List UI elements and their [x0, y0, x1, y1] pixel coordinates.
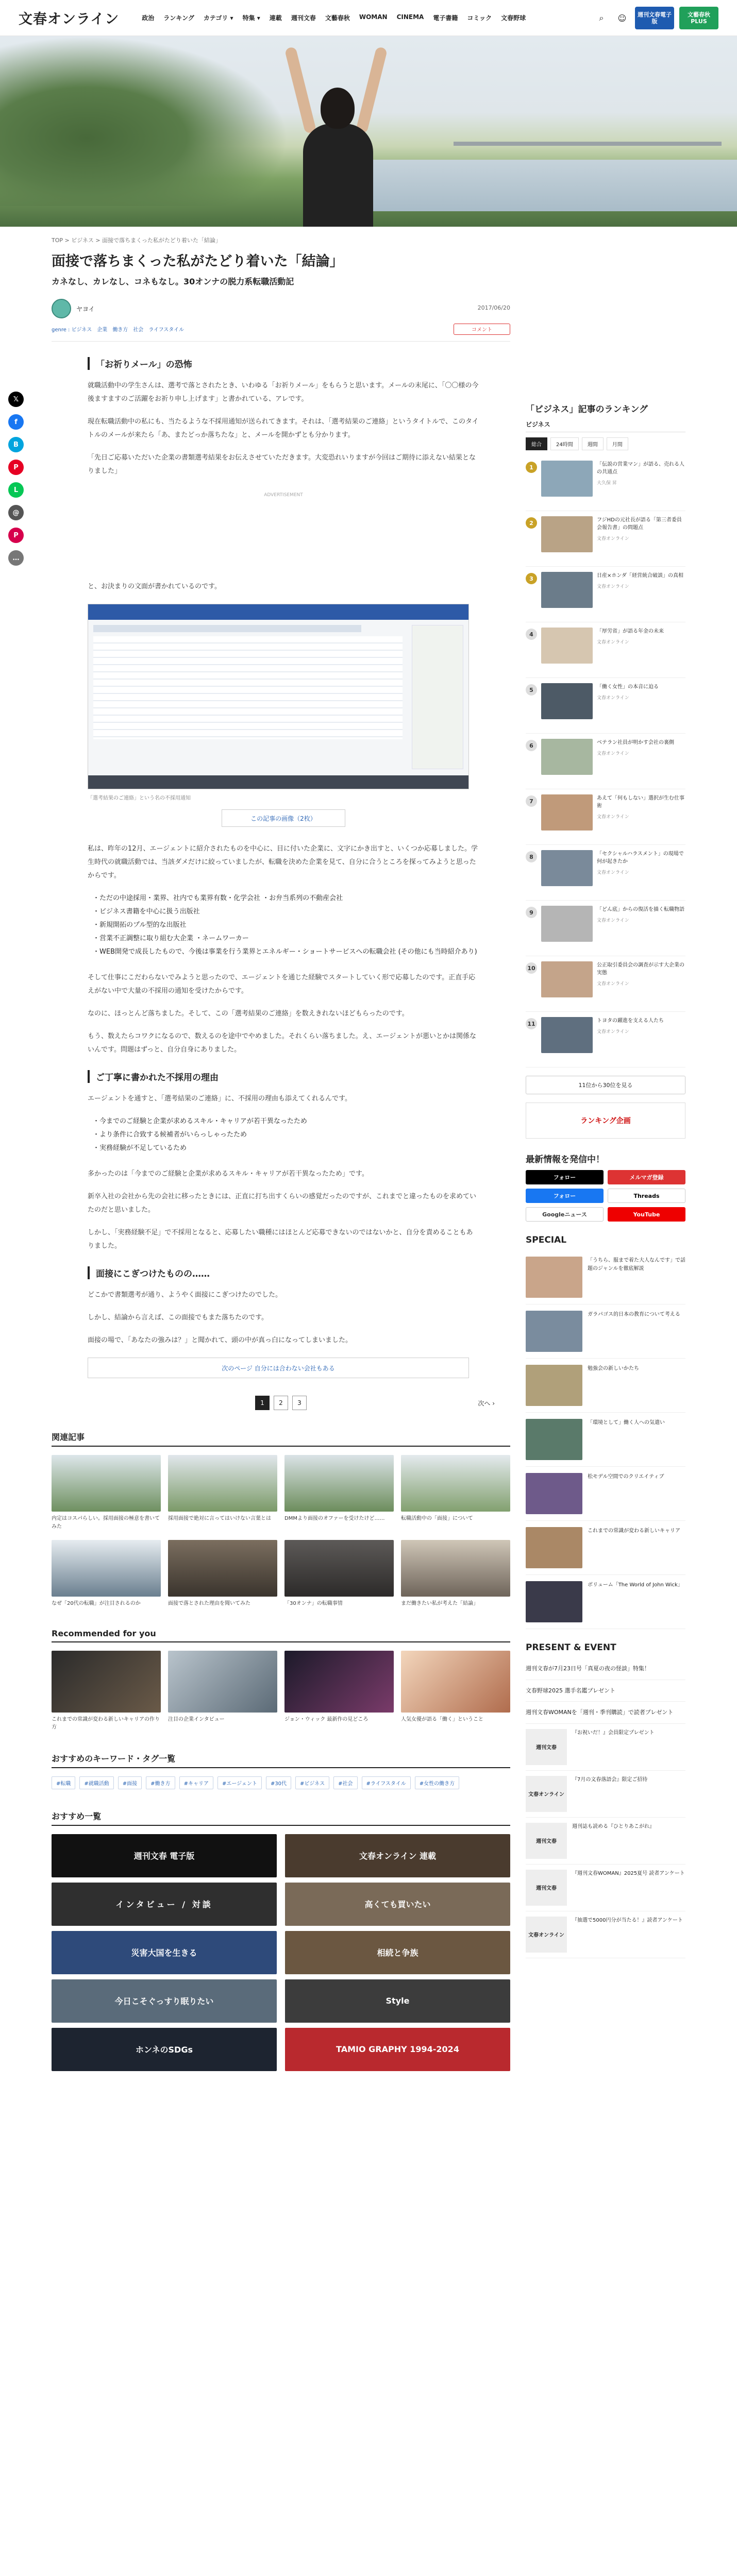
publish-date: 2017/06/20 — [477, 304, 510, 312]
rank-number: 3 — [526, 573, 537, 584]
tab-monthly[interactable]: 月間 — [607, 437, 628, 450]
list-item: ・営業不正調整に取り組む大企業 ・ネームワーカー — [93, 935, 249, 943]
author-name[interactable]: ヤヨイ — [76, 305, 95, 313]
login-icon[interactable]: ☺ — [617, 13, 627, 23]
ranking-item[interactable] — [526, 678, 685, 734]
present-logo: 文春オンライン — [526, 1776, 567, 1812]
rank-author: 文春オンライン — [597, 981, 629, 987]
gallery-button[interactable]: この記事の画像（2枚） — [222, 809, 345, 827]
page-2[interactable]: 2 — [274, 1396, 288, 1410]
article-title: 面接で落ちまくった私がたどり着いた「結論」 — [52, 253, 344, 269]
special-item[interactable] — [526, 1413, 685, 1467]
rank-thumbnail — [541, 628, 593, 664]
hatena-share-icon[interactable]: B — [8, 437, 24, 452]
special-thumbnail — [526, 1311, 582, 1352]
ranking-item[interactable] — [526, 622, 685, 678]
tab-weekly[interactable]: 週間 — [582, 437, 604, 450]
rank-author: 文春オンライン — [597, 1029, 629, 1035]
related-card[interactable]: 転職活動中の「面接」について — [401, 1455, 510, 1531]
nav-item[interactable]: 電子書籍 — [433, 14, 458, 22]
reco-heading: Recommended for you — [52, 1629, 510, 1642]
rank-title: あえて「何もしない」選択が生む仕事術 — [597, 795, 684, 809]
nav-item[interactable]: ランキング — [163, 14, 194, 22]
special-thumbnail — [526, 1419, 582, 1460]
nav-item[interactable]: 文藝春秋 — [325, 14, 350, 22]
rank-title: 「どん底」からの復活を描く転職物語 — [597, 907, 684, 912]
genre-tags — [52, 325, 510, 333]
reco-card[interactable]: 人気女優が語る「働く」ということ — [401, 1651, 510, 1732]
rank-title: 日産×ホンダ「経営統合破談」の真相 — [597, 573, 683, 579]
rank-author: 文春オンライン — [597, 815, 629, 820]
ranking-item[interactable] — [526, 845, 685, 901]
reco-card[interactable]: 注目の企業インタビュー — [168, 1651, 277, 1732]
special-item[interactable] — [526, 1521, 685, 1575]
share-bar — [7, 392, 25, 566]
ranking-item[interactable] — [526, 956, 685, 1012]
present-title: 『週刊文春WOMAN』2025夏号 読者アンケート — [572, 1870, 685, 1876]
rank-number: 1 — [526, 462, 537, 473]
rank-author: 文春オンライン — [597, 696, 629, 701]
present-item[interactable]: 週刊文春WOMANを「週刊・季刊購読」で読者プレゼント — [526, 1702, 685, 1724]
ranking-item[interactable] — [526, 901, 685, 956]
banner[interactable]: 今日こそぐっすり眠りたい — [52, 1979, 277, 2023]
rank-thumbnail — [541, 906, 593, 942]
keyword-tag[interactable]: #転職 — [52, 1776, 75, 1789]
reco-card[interactable]: これまでの常識が変わる新しいキャリアの作り方 — [52, 1651, 161, 1732]
special-thumbnail — [526, 1473, 582, 1514]
list-item: ・ただの中途採用・業界、社内でも業界有数・化学会社 ・お弁当系列の不動産会社 — [93, 894, 343, 903]
rank-thumbnail — [541, 516, 593, 552]
special-title: ガラパゴス的日本の教育について考える — [588, 1312, 680, 1317]
banner[interactable]: ホンネのSDGs — [52, 2028, 277, 2071]
keyword-tag[interactable]: #女性の働き方 — [415, 1776, 459, 1789]
rank-number: 8 — [526, 851, 537, 862]
x-share-icon[interactable]: 𝕏 — [8, 392, 24, 407]
search-icon[interactable]: ⌕ — [599, 13, 604, 23]
related-grid — [52, 1455, 510, 1608]
section-heading: ご丁寧に書かれた不採用の理由 — [88, 1070, 479, 1083]
rank-thumbnail — [541, 572, 593, 608]
next-page-link[interactable]: 次のページ 自分には合わない会社もある — [88, 1358, 469, 1378]
paragraph: 面接の場で、「あなたの強みは？」と聞かれて、頭の中が真っ白になってしまいました。 — [88, 1336, 352, 1345]
special-heading: SPECIAL — [526, 1235, 567, 1245]
special-item[interactable] — [526, 1359, 685, 1413]
paragraph: 現在転職活動中の私にも、当たるような不採用通知が送られてきます。それは、「選考結果のご連絡」というタイトルで、このタイトルのメールが来たら「あ、またどっか落ちたな」と、メールを開かずとも分かります。 — [88, 418, 479, 439]
page-3[interactable]: 3 — [292, 1396, 307, 1410]
special-title: これまでの常識が変わる新しいキャリア — [588, 1528, 680, 1534]
ranking-heading: 「ビジネス」記事のランキング — [526, 404, 648, 415]
rank-number: 7 — [526, 795, 537, 807]
genre-tag[interactable]: 働き方 — [112, 327, 128, 333]
keywords-heading: おすすめのキーワード・タグ一覧 — [52, 1752, 510, 1768]
rank-title: トヨタの躍進を支える人たち — [597, 1018, 664, 1024]
mail-share-icon[interactable]: @ — [8, 505, 24, 520]
paragraph: 多かったのは「今までのご経験と企業が求めるスキル・キャリアが若干異なったため」です。 — [88, 1170, 368, 1178]
ad-label: ADVERTISEMENT — [264, 493, 303, 498]
ranking-item[interactable] — [526, 1012, 685, 1067]
present-logo: 文春オンライン — [526, 1917, 567, 1953]
special-title: 「うちら、服まで着た大人なんです」で話題のジャンルを徹底解説 — [588, 1258, 685, 1272]
nav-item[interactable]: 政治 — [142, 14, 155, 22]
paragraph: しかし、「実務経験不足」で不採用となると、応募したい職種にはほとんど応募できないのではないかと、自分を責めることもありました。 — [88, 1229, 473, 1250]
list-item: ・WEB開発で成長したもので、今後は事業を行う業界とエネルギー・ショートサービスへの転職会社 (その他にも当時紹介あり) — [93, 948, 477, 956]
newsletter-button[interactable]: メルマガ登録 — [608, 1170, 685, 1184]
related-card[interactable]: 面接で落とされた理由を聞いてみた — [168, 1540, 277, 1608]
nav-item[interactable]: CINEMA — [396, 13, 424, 21]
rank-number: 4 — [526, 629, 537, 640]
genre-tag[interactable]: ライフスタイル — [148, 327, 185, 333]
present-title: 『7月の文春落語会』限定ご招待 — [572, 1776, 648, 1783]
paragraph: そして仕事にこだわらないでみようと思ったので、エージェントを通じた経験でスタートしていく形で応募したのです。正直手応えがない中で大量の不採用の通知を受けたからです。 — [88, 974, 476, 995]
banners-heading: おすすめ一覧 — [52, 1810, 510, 1826]
paragraph: 新卒入社の会社から先の会社に移ったときには、正直に打ち出すくらいの感覚だったのですが、これまでと違ったものを求めていたのだと思いました。 — [88, 1193, 477, 1214]
special-thumbnail — [526, 1365, 582, 1406]
keyword-tag[interactable]: #ライフスタイル — [362, 1776, 411, 1789]
present-logo: 週刊文春 — [526, 1823, 567, 1859]
genre-tag[interactable]: 社会 — [133, 327, 144, 333]
paragraph: どこかで書類選考が通り、ようやく面接にこぎつけたのでした。 — [88, 1291, 282, 1299]
author-avatar[interactable] — [52, 299, 71, 318]
reco-card[interactable]: ジョン・ウィック 最新作の見どころ — [284, 1651, 394, 1732]
paragraph: なのに、ほっとんど落ちました。そして、この「選考結果のご連絡」を数えきれないほどもらったのです。 — [88, 1010, 409, 1018]
list-item: ・より条件に合致する候補者がいらっしゃったため — [93, 1131, 247, 1139]
article-subtitle: カネなし、カレなし、コネもなし。30オンナの脱力系転職活動記 — [52, 277, 294, 287]
nav-item[interactable]: 特集 ▾ — [242, 14, 260, 22]
list-item: ・今までのご経験と企業が求めるスキル・キャリアが若干異なったため — [93, 1117, 307, 1126]
ranking-tabs — [526, 437, 685, 450]
special-title: ボリューム「The World of John Wick」 — [588, 1582, 683, 1588]
facebook-share-icon[interactable]: f — [8, 414, 24, 430]
special-item[interactable] — [526, 1250, 685, 1304]
present-item[interactable] — [526, 1911, 685, 1958]
rank-thumbnail — [541, 739, 593, 775]
rank-number: 11 — [526, 1018, 537, 1029]
global-nav — [142, 13, 526, 22]
ranking-list — [526, 455, 685, 1067]
tab-all[interactable]: 総合 — [526, 437, 547, 450]
banner[interactable]: 文春オンライン 連載 — [285, 1834, 510, 1877]
list-item: ・新規開拓のプル型的な出版社 — [93, 921, 187, 929]
rank-title: 「セクシャルハラスメント」の現場で何が起きたか — [597, 851, 684, 865]
ranking-ad[interactable]: ランキング企画 — [526, 1103, 685, 1139]
ranking-genre: ビジネス — [526, 420, 685, 432]
nav-item[interactable]: カテゴリ ▾ — [203, 14, 233, 22]
special-title: 「環境として」働く人への気遣い — [588, 1420, 665, 1426]
rank-number: 10 — [526, 962, 537, 974]
banner[interactable]: 相続と争族 — [285, 1931, 510, 1974]
banner[interactable]: インタビュー / 対談 — [52, 1883, 277, 1926]
rank-author: 文春オンライン — [597, 536, 629, 541]
special-title: 勉強会の新しいかたち — [588, 1366, 639, 1371]
page-1[interactable]: 1 — [255, 1396, 270, 1410]
present-logo: 週刊文春 — [526, 1729, 567, 1765]
special-item[interactable] — [526, 1304, 685, 1359]
banner[interactable]: TAMIO GRAPHY 1994-2024 — [285, 2028, 510, 2071]
rank-title: 「伝説の営業マン」が語る、売れる人の共通点 — [597, 462, 684, 475]
special-item[interactable] — [526, 1467, 685, 1521]
present-item[interactable] — [526, 1818, 685, 1865]
follow-heading: 最新情報を発信中！ — [526, 1155, 605, 1165]
paragraph: エージェントを通すと、「選考結果のご連絡」に、不採用の理由も添えてくれるんです。 — [88, 1095, 351, 1103]
main-column — [52, 227, 510, 2071]
paragraph: 私は、昨年の12月、エージェントに紹介されたものを中心に、目に付いた企業に、文字にかき出すと、いくつか応募しました。学生時代の就職活動では、当該ダメだけに絞っていましたが、転職を決めた企業を見て、自分に合うところを探ってみようと思ったからです。 — [88, 845, 478, 880]
ranking-item[interactable] — [526, 567, 685, 622]
article-screenshot-image[interactable] — [88, 604, 469, 789]
reason-list — [93, 1115, 479, 1155]
pocket-share-icon[interactable]: P — [8, 460, 24, 475]
facebook-follow-button[interactable]: フォロー — [526, 1189, 604, 1203]
article-meta — [52, 298, 510, 319]
rank-thumbnail — [541, 961, 593, 997]
site-logo[interactable]: 文春オンライン — [19, 11, 120, 27]
rank-author: 文春オンライン — [597, 640, 629, 645]
keyword-tag[interactable]: #社会 — [333, 1776, 357, 1789]
rank-number: 2 — [526, 517, 537, 529]
rank-number: 9 — [526, 907, 537, 918]
rank-author: 大久保 昇 — [597, 481, 617, 486]
rank-thumbnail — [541, 794, 593, 831]
ranking-item[interactable] — [526, 511, 685, 567]
rank-title: フジHDの元社長が語る「第三者委員会報告書」の問題点 — [597, 517, 682, 531]
nav-item[interactable]: WOMAN — [359, 13, 388, 21]
genre-tag[interactable]: genre : ビジネス — [52, 327, 92, 333]
rank-title: ベテラン社員が明かす会社の裏側 — [597, 740, 674, 745]
related-heading: 関連記事 — [52, 1431, 510, 1447]
plus-button[interactable]: 文藝春秋PLUS — [679, 7, 718, 29]
section-heading: 「お祈りメール」の恐怖 — [88, 357, 479, 370]
present-logo: 週刊文春 — [526, 1870, 567, 1906]
article-body — [52, 357, 510, 1378]
rank-title: 公正取引委員会の調査が示す大企業の実態 — [597, 962, 684, 976]
reco-grid — [52, 1651, 510, 1732]
sidebar — [526, 402, 685, 1958]
special-list — [526, 1250, 685, 1629]
follow-buttons — [526, 1170, 685, 1222]
rank-thumbnail — [541, 683, 593, 719]
google-news-button[interactable]: Googleニュース — [526, 1207, 604, 1222]
present-item[interactable]: 文春野球2025 選手名鑑プレゼント — [526, 1680, 685, 1702]
special-thumbnail — [526, 1257, 582, 1298]
more-ranking-button[interactable]: 11位から30位を見る — [526, 1076, 685, 1094]
keyword-tag[interactable]: #面接 — [118, 1776, 142, 1789]
keyword-tag[interactable]: #キャリア — [179, 1776, 213, 1789]
present-item[interactable]: 週刊文春が7月23日号「真夏の夜の怪談」特集！ — [526, 1658, 685, 1680]
paragraph: しかし、結論から言えば、この面接でもまた落ちたのです。 — [88, 1314, 268, 1322]
paragraph: と、お決まりの文面が書かれているのです。 — [88, 583, 221, 591]
rank-number: 5 — [526, 684, 537, 696]
nav-item[interactable]: 連載 — [269, 14, 282, 22]
present-item[interactable] — [526, 1865, 685, 1911]
line-share-icon[interactable]: L — [8, 482, 24, 498]
present-title: 週刊誌も読める『ひとりあこがれ』 — [572, 1823, 655, 1829]
paragraph: もう、数えたらコワクになるので、数えるのを途中でやめました。それくらい落ちました。え、エージェントが悪いとかは関係ないんです。問題はずっと、自分自身にありました。 — [88, 1032, 477, 1054]
genre-tag[interactable]: 企業 — [97, 327, 108, 333]
threads-button[interactable]: Threads — [608, 1189, 685, 1203]
rank-author: 文春オンライン — [597, 584, 629, 589]
company-list — [93, 892, 479, 959]
present-title: 『抽選で5000円分が当たる！』読者アンケート — [572, 1917, 683, 1923]
keyword-tag[interactable]: #就職活動 — [79, 1776, 113, 1789]
site-header — [0, 0, 737, 36]
rank-author: 文春オンライン — [597, 751, 629, 756]
tab-24h[interactable]: 24時間 — [550, 437, 579, 450]
rank-title: 「厚労省」が語る年金の未来 — [597, 629, 664, 634]
hero-image — [0, 36, 737, 227]
rank-author: 文春オンライン — [597, 870, 629, 875]
banner[interactable]: 災害大国を生きる — [52, 1931, 277, 1974]
header-actions — [594, 7, 718, 29]
banner[interactable]: 週刊文春 電子版 — [52, 1834, 277, 1877]
present-item[interactable] — [526, 1771, 685, 1818]
breadcrumb[interactable]: TOP > ビジネス > 面接で落ちまくった私がたどり着いた「結論」 — [52, 237, 221, 244]
list-item: ・ビジネス書籍を中心に扱う出版社 — [93, 908, 200, 916]
ranking-item[interactable] — [526, 789, 685, 845]
related-card[interactable]: 「30オンナ」の転職事情 — [284, 1540, 394, 1608]
nav-item[interactable]: 週刊文春 — [291, 14, 316, 22]
rank-thumbnail — [541, 1017, 593, 1053]
more-share-icon[interactable]: … — [8, 550, 24, 566]
nav-item[interactable]: コミック — [467, 14, 492, 22]
rank-number: 6 — [526, 740, 537, 751]
nav-item[interactable]: 文春野球 — [501, 14, 526, 22]
keyword-tag[interactable]: #働き方 — [146, 1776, 175, 1789]
paragraph: 就職活動中の学生さんは、選考で落とされたとき、いわゆる「お祈りメール」をもらうと思います。メールの末尾に、「〇〇様の今後ますますのご活躍をお祈り申し上げます」と書かれている、アレです。 — [88, 382, 479, 403]
present-heading: PRESENT & EVENT — [526, 1642, 616, 1653]
banner[interactable]: Style — [285, 1979, 510, 2023]
related-card[interactable]: なぜ「20代の転職」が注目されるのか — [52, 1540, 161, 1608]
related-card[interactable]: DMMより面接のオファーを受けたけど…… — [284, 1455, 394, 1531]
rank-author: 文春オンライン — [597, 918, 629, 923]
pagination — [52, 1396, 510, 1410]
related-card[interactable]: 内定はコスパらしい。採用面接の極意を書いてみた — [52, 1455, 161, 1531]
next-page-button[interactable]: 次へ › — [478, 1399, 495, 1407]
banner[interactable]: 高くても買いたい — [285, 1883, 510, 1926]
keyword-tag[interactable]: #30代 — [266, 1776, 291, 1789]
present-item[interactable] — [526, 1724, 685, 1771]
keyword-tags — [52, 1776, 510, 1789]
related-card[interactable]: まだ働きたい私が考えた「結論」 — [401, 1540, 510, 1608]
paragraph: 「先日ご応募いただいた企業の書類選考結果をお伝えさせていただきます。大変恐れいりますが今回はご期待に添えない結果となりました」 — [88, 454, 476, 476]
section-heading: 面接にこぎつけたものの…… — [88, 1266, 479, 1279]
ranking-item[interactable] — [526, 455, 685, 511]
hero-person — [289, 52, 387, 227]
rank-thumbnail — [541, 850, 593, 886]
banner-grid — [52, 1834, 510, 2071]
keyword-tag[interactable]: #ビジネス — [295, 1776, 329, 1789]
keyword-tag[interactable]: #エージェント — [217, 1776, 262, 1789]
list-item: ・実務経験が不足しているため — [93, 1144, 187, 1153]
image-caption: 「選考結果のご連絡」という名の不採用通知 — [88, 795, 191, 802]
print-share-icon[interactable]: P — [8, 528, 24, 543]
special-thumbnail — [526, 1581, 582, 1622]
bunshun-digital-button[interactable]: 週刊文春電子版 — [635, 7, 674, 29]
special-thumbnail — [526, 1527, 582, 1568]
rank-title: 「働く女性」の本音に迫る — [597, 684, 659, 690]
related-card[interactable]: 採用面接で絶対に言ってはいけない言葉とは — [168, 1455, 277, 1531]
rank-thumbnail — [541, 461, 593, 497]
youtube-button[interactable]: YouTube — [608, 1207, 685, 1222]
present-title: 『お祝いだ！』会員限定プレゼント — [572, 1730, 655, 1736]
special-item[interactable] — [526, 1575, 685, 1629]
x-follow-button[interactable]: フォロー — [526, 1170, 604, 1184]
present-list — [526, 1724, 685, 1958]
ranking-item[interactable] — [526, 734, 685, 789]
comment-button[interactable]: コメント — [454, 324, 510, 335]
special-title: 松モデル空間でのクリエイティブ — [588, 1474, 664, 1480]
